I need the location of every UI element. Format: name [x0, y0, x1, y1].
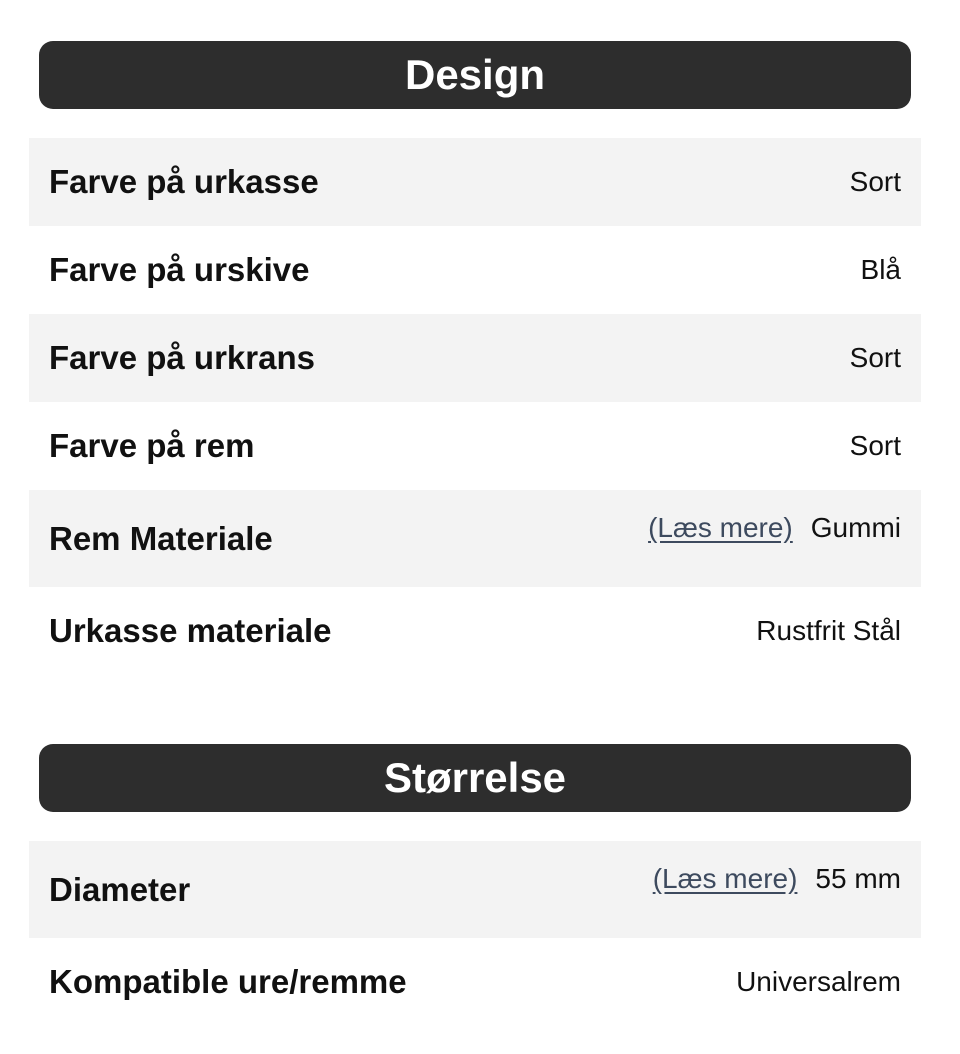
spec-label: Farve på urkasse [49, 163, 319, 200]
spec-row-bezel-color [29, 314, 921, 402]
design-section-header [39, 41, 911, 109]
spec-value: Sort [849, 430, 901, 461]
spec-row-compatibility [29, 938, 921, 1026]
spec-label: Farve på urkrans [49, 339, 315, 376]
read-more-link[interactable]: (Læs mere) [648, 512, 793, 543]
spec-label: Urkasse materiale [49, 612, 332, 649]
spec-value: Gummi [810, 512, 901, 543]
spec-label: Diameter [49, 870, 191, 908]
spec-value: 55 mm [815, 863, 901, 894]
spec-value-group [653, 841, 901, 938]
spec-label: Rem Materiale [49, 519, 273, 557]
spec-row-strap-material [29, 490, 921, 587]
design-spec-table [29, 138, 921, 675]
size-spec-table [29, 841, 921, 1026]
spec-label: Farve på urskive [49, 251, 310, 288]
spec-value: Universalrem [736, 966, 901, 997]
spec-row-strap-color [29, 402, 921, 490]
spec-row-case-material [29, 587, 921, 675]
spec-value: Sort [849, 166, 901, 197]
size-section-header [39, 744, 911, 812]
spec-row-diameter [29, 841, 921, 938]
spec-label: Kompatible ure/remme [49, 963, 407, 1000]
spec-value: Sort [849, 342, 901, 373]
read-more-link[interactable]: (Læs mere) [652, 863, 798, 894]
design-section-title: Design [404, 51, 546, 98]
size-section-title: Størrelse [383, 754, 567, 801]
spec-value: Blå [860, 254, 901, 285]
spec-row-case-color [29, 138, 921, 226]
spec-value: Rustfrit Stål [756, 615, 901, 646]
spec-value-group [648, 490, 901, 587]
spec-row-dial-color [29, 226, 921, 314]
spec-label: Farve på rem [49, 427, 255, 464]
